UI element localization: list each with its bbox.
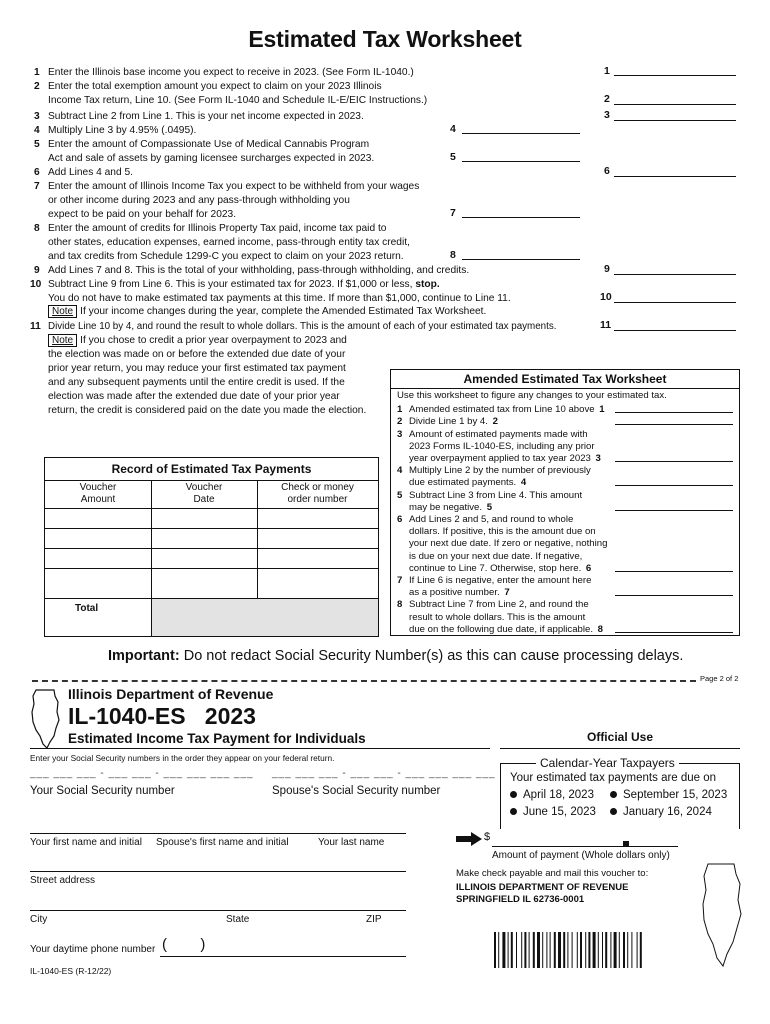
amended-line-num: 8 bbox=[595, 623, 604, 635]
street-label: Street address bbox=[30, 875, 96, 886]
ssn-hint: Enter your Social Security numbers in the order they appear on your federal return. bbox=[30, 753, 335, 763]
barcode-bar bbox=[572, 932, 573, 968]
barcode-bar bbox=[588, 932, 590, 968]
dollar-sign: $ bbox=[484, 831, 491, 843]
important-label: Important: bbox=[108, 648, 180, 664]
line-6-input[interactable] bbox=[614, 176, 736, 177]
form-code: IL-1040-ES (R-12/22) bbox=[30, 966, 112, 976]
form-year: 2023 bbox=[204, 703, 256, 729]
line-text: Act and sale of assets by gaming licensee surcharges expected in 2023. bbox=[48, 153, 375, 164]
amended-line-num: 1 bbox=[596, 404, 605, 416]
note-text: the election was made on or before the extended due date of your bbox=[48, 349, 346, 360]
barcode-bar bbox=[498, 932, 499, 968]
col-header: Check or money bbox=[281, 482, 354, 493]
note-text: return, the credit is considered paid on the date you made the election. bbox=[48, 405, 367, 416]
due-date-text: January 16, 2024 bbox=[623, 806, 712, 818]
amended-item-num: 8 bbox=[397, 599, 403, 611]
note-text: and any subsequent payments until the entire credit is used. If the bbox=[48, 377, 345, 388]
barcode-bar bbox=[537, 932, 540, 968]
barcode-bar bbox=[640, 932, 642, 968]
amended-line-num: 4 bbox=[518, 477, 527, 489]
barcode-bar bbox=[508, 932, 509, 968]
amended-item bbox=[397, 514, 735, 575]
amended-item-text: may be negative. 5 bbox=[409, 502, 735, 514]
note-text: If you chose to credit a prior year overpayment to 2023 and bbox=[80, 335, 347, 346]
arrow-right-icon bbox=[456, 832, 482, 846]
due-date-3 bbox=[610, 789, 727, 801]
amended-line-input[interactable] bbox=[615, 502, 733, 511]
mail-to-text: Make check payable and mail this voucher to: bbox=[456, 868, 649, 879]
amended-item bbox=[397, 416, 735, 428]
line-text: Add Lines 4 and 5. bbox=[48, 167, 133, 178]
mail-address-2: SPRINGFIELD IL 62736-0001 bbox=[456, 894, 585, 905]
amended-item-num: 3 bbox=[397, 428, 403, 440]
col-voucher-date bbox=[151, 482, 257, 506]
amended-item-text: Add Lines 2 and 5, and round to whole bbox=[409, 514, 574, 526]
amended-worksheet bbox=[390, 369, 740, 636]
barcode-bar bbox=[502, 932, 505, 968]
line-9-num: 9 bbox=[604, 263, 610, 275]
amended-line-input[interactable] bbox=[615, 624, 733, 633]
phone-input[interactable] bbox=[160, 956, 406, 957]
amended-item-num: 4 bbox=[397, 465, 403, 477]
barcode-bar bbox=[524, 932, 526, 968]
spouse-name-label: Spouse's first name and initial bbox=[156, 837, 289, 848]
amended-line-num: 5 bbox=[484, 501, 493, 513]
important-notice bbox=[108, 648, 683, 664]
line-8-input[interactable] bbox=[462, 259, 580, 260]
line-text: Divide Line 10 by 4, and round the result to whole dollars. This is the amount of each of your estimated tax payments. bbox=[48, 321, 557, 332]
line-text: Subtract Line 2 from Line 1. This is your net income expected in 2023. bbox=[48, 111, 364, 122]
line-num: 1 bbox=[34, 67, 40, 78]
barcode-bar bbox=[593, 932, 596, 968]
amended-item-num: 1 bbox=[397, 404, 403, 416]
note-line bbox=[48, 305, 486, 319]
due-date-text: June 15, 2023 bbox=[523, 806, 596, 818]
col-header: Date bbox=[193, 494, 215, 505]
line-8-num: 8 bbox=[450, 249, 456, 261]
col-header: Voucher bbox=[185, 482, 223, 493]
amended-title: Amended Estimated Tax Worksheet bbox=[391, 370, 739, 389]
bullet-icon bbox=[610, 808, 617, 815]
note-label: Note bbox=[48, 334, 77, 347]
line-num: 7 bbox=[34, 181, 40, 192]
line-num: 11 bbox=[30, 321, 41, 332]
line-3-num: 3 bbox=[604, 109, 610, 121]
amended-line-input[interactable] bbox=[615, 404, 733, 413]
amended-line-input[interactable] bbox=[615, 416, 733, 425]
line-1-input[interactable] bbox=[614, 75, 736, 76]
note-text: If your income changes during the year, complete the Amended Estimated Tax Worksheet. bbox=[80, 306, 487, 317]
line-2-num: 2 bbox=[604, 93, 610, 105]
col-header: Amount bbox=[80, 494, 116, 505]
line-num: 8 bbox=[34, 223, 40, 234]
amended-item-text: your next due date. If zero or negative, nothing bbox=[409, 538, 608, 550]
total-label: Total bbox=[75, 603, 99, 614]
line-text: Income Tax return, Line 10. (See Form IL-1040 and Schedule IL-E/EIC Instructions.) bbox=[48, 95, 428, 106]
state-label: State bbox=[226, 914, 250, 925]
amended-item-num: 5 bbox=[397, 489, 403, 501]
phone-parens: ( ) bbox=[162, 936, 206, 953]
barcode-bar bbox=[563, 932, 565, 968]
barcode-bar bbox=[637, 932, 638, 968]
mail-address-1: ILLINOIS DEPARTMENT OF REVENUE bbox=[456, 882, 629, 893]
amended-item-text: is due on your next due date. If negative, bbox=[409, 550, 583, 562]
amended-item-text: Subtract Line 3 from Line 4. This amount bbox=[409, 489, 583, 501]
amended-item-text: continue to Line 7. Otherwise, stop here. 6 bbox=[409, 563, 735, 575]
amended-item bbox=[397, 404, 735, 416]
amended-item-text: Amended estimated tax from Line 10 above 1 bbox=[409, 404, 735, 416]
due-date-2 bbox=[510, 806, 596, 818]
col-voucher-amount bbox=[45, 482, 151, 506]
amended-item-text: due on the following due date, if applicable. 8 bbox=[409, 624, 735, 636]
due-date-text: September 15, 2023 bbox=[623, 789, 728, 801]
zip-label: ZIP bbox=[366, 914, 382, 925]
amended-item-text: result to whole dollars. This is the amount bbox=[409, 611, 586, 623]
note-label: Note bbox=[48, 305, 77, 318]
line-10-text: Subtract Line 9 from Line 6. This is your estimated tax for 2023. If $1,000 or less, bbox=[48, 279, 413, 290]
barcode-bar bbox=[550, 932, 551, 968]
amended-item-text: as a positive number. 7 bbox=[409, 587, 735, 599]
amended-item-num: 2 bbox=[397, 416, 403, 428]
line-6-num: 6 bbox=[604, 165, 610, 177]
barcode-bar bbox=[623, 932, 625, 968]
bullet-icon bbox=[610, 791, 617, 798]
col-header: order number bbox=[287, 494, 348, 505]
line-text: Multiply Line 3 by 4.95% (.0495). bbox=[48, 125, 197, 136]
line-10-input[interactable] bbox=[614, 302, 736, 303]
amended-item-text: If Line 6 is negative, enter the amount here bbox=[409, 575, 592, 587]
due-date-4 bbox=[610, 806, 712, 818]
line-text: Enter the amount of credits for Illinois Property Tax paid, income tax paid to bbox=[48, 223, 387, 234]
bullet-icon bbox=[510, 808, 517, 815]
ssn-label: Your Social Security number bbox=[30, 785, 175, 797]
barcode-bar bbox=[627, 932, 628, 968]
barcode-bar bbox=[614, 932, 617, 968]
stop-word: stop. bbox=[415, 279, 440, 290]
amount-label: Amount of payment (Whole dollars only) bbox=[492, 850, 670, 861]
barcode-bar bbox=[558, 932, 561, 968]
cut-line bbox=[32, 680, 696, 682]
form-number: IL-1040-ES bbox=[68, 703, 186, 729]
calendar-due-text: Your estimated tax payments are due on bbox=[510, 772, 717, 784]
amended-item bbox=[397, 465, 735, 489]
amended-line-input[interactable] bbox=[615, 563, 733, 572]
line-10-num: 10 bbox=[600, 291, 612, 303]
illinois-map-icon bbox=[700, 860, 746, 970]
barcode-bar bbox=[554, 932, 556, 968]
phone-label: Your daytime phone number bbox=[30, 944, 156, 955]
barcode-bar bbox=[529, 932, 530, 968]
line-num: 2 bbox=[34, 81, 40, 92]
amended-line-input[interactable] bbox=[615, 453, 733, 462]
amended-line-input[interactable] bbox=[615, 477, 733, 486]
amended-item bbox=[397, 599, 735, 636]
total-gray-area bbox=[152, 599, 378, 636]
barcode-bar bbox=[602, 932, 603, 968]
barcode-bar bbox=[585, 932, 586, 968]
note-line bbox=[48, 334, 347, 348]
amended-line-num: 3 bbox=[592, 453, 601, 465]
voucher-subtitle: Estimated Income Tax Payment for Individuals bbox=[68, 731, 366, 746]
barcode-bar bbox=[511, 932, 513, 968]
amended-intro: Use this worksheet to figure any changes to your estimated tax. bbox=[397, 390, 667, 401]
amended-item bbox=[397, 490, 735, 514]
street-rule bbox=[30, 871, 406, 872]
amended-item-num: 7 bbox=[397, 575, 403, 587]
worksheet-title: Estimated Tax Worksheet bbox=[248, 26, 522, 52]
line-text: and tax credits from Schedule 1299-C you expect to claim on your 2023 return. bbox=[48, 251, 404, 262]
line-num: 10 bbox=[30, 279, 42, 290]
spouse-ssn-input[interactable]: ___ ___ ___ - ___ ___ - ___ ___ ___ ___ bbox=[272, 768, 496, 779]
due-date-1 bbox=[510, 789, 594, 801]
record-table bbox=[44, 457, 379, 637]
page-number: Page 2 of 2 bbox=[700, 674, 739, 683]
official-use-label: Official Use bbox=[586, 730, 654, 744]
barcode-bar bbox=[494, 932, 496, 968]
amended-line-num: 2 bbox=[489, 416, 498, 428]
city-rule bbox=[30, 910, 406, 911]
line-num: 5 bbox=[34, 139, 40, 150]
name-rule bbox=[30, 833, 406, 834]
decimal-mark bbox=[623, 841, 629, 847]
line-num: 4 bbox=[34, 125, 40, 136]
barcode-bar bbox=[580, 932, 582, 968]
note-text: prior year return, you may reduce your first estimated tax payment bbox=[48, 363, 346, 374]
amended-body bbox=[397, 390, 735, 636]
barcode-bar bbox=[567, 932, 568, 968]
amended-item-text: year overpayment applied to tax year 2023 3 bbox=[409, 453, 735, 465]
line-text: You do not have to make estimated tax payments at this time. If more than $1,000, continue to Line 11. bbox=[48, 293, 511, 304]
col-header: Voucher bbox=[79, 482, 117, 493]
barcode-bar bbox=[598, 932, 599, 968]
ssn-input[interactable]: ___ ___ ___ - ___ ___ - ___ ___ ___ ___ bbox=[30, 768, 254, 779]
line-text bbox=[48, 278, 440, 292]
amended-item-text: Multiply Line 2 by the number of previously bbox=[409, 465, 591, 477]
row-divider bbox=[45, 528, 378, 529]
amended-line-num: 7 bbox=[501, 587, 510, 599]
dept-name: Illinois Department of Revenue bbox=[68, 686, 274, 702]
barcode-bar bbox=[619, 932, 620, 968]
note-text: election was made after the extended due date of your prior year bbox=[48, 391, 340, 402]
line-text: Enter the amount of Illinois Income Tax you expect to be withheld from your wages bbox=[48, 181, 420, 192]
line-4-input[interactable] bbox=[462, 133, 580, 134]
barcode-bar bbox=[546, 932, 547, 968]
last-name-label: Your last name bbox=[318, 837, 385, 848]
line-5-num: 5 bbox=[450, 151, 456, 163]
line-num: 6 bbox=[34, 167, 40, 178]
calendar-title: Calendar-Year Taxpayers bbox=[536, 756, 679, 770]
line-11-num: 11 bbox=[600, 319, 612, 331]
line-text: Enter the amount of Compassionate Use of Medical Cannabis Program bbox=[48, 139, 370, 150]
first-name-label: Your first name and initial bbox=[30, 837, 142, 848]
amended-item-text: 2023 Forms IL-1040-ES, including any prior bbox=[409, 440, 595, 452]
important-text: Do not redact Social Security Number(s) as this can cause processing delays. bbox=[183, 648, 684, 664]
line-text: Add Lines 7 and 8. This is the total of your withholding, pass-through withholding, and credits. bbox=[48, 265, 470, 276]
amended-line-num: 6 bbox=[583, 562, 592, 574]
line-text: other states, education expenses, earned income, pass-through entity tax credit, bbox=[48, 237, 410, 248]
col-check-number bbox=[257, 482, 378, 506]
amended-line-input[interactable] bbox=[615, 587, 733, 596]
bullet-icon bbox=[510, 791, 517, 798]
amended-item-text: dollars. If positive, this is the amount due on bbox=[409, 526, 596, 538]
line-11-input[interactable] bbox=[614, 330, 736, 331]
line-text: expect to be paid on your behalf for 2023. bbox=[48, 209, 237, 220]
amended-item-text: Amount of estimated payments made with bbox=[409, 428, 588, 440]
amended-item-num: 6 bbox=[397, 514, 403, 526]
due-date-text: April 18, 2023 bbox=[523, 789, 594, 801]
line-7-input[interactable] bbox=[462, 217, 580, 218]
row-divider bbox=[45, 548, 378, 549]
line-5-input[interactable] bbox=[462, 161, 580, 162]
line-num: 3 bbox=[34, 111, 40, 122]
barcode-bar bbox=[533, 932, 535, 968]
line-text: or other income during 2023 and any pass-through withholding you bbox=[48, 195, 350, 206]
barcode-bar bbox=[577, 932, 578, 968]
row-divider bbox=[45, 568, 378, 569]
barcode-bar bbox=[610, 932, 611, 968]
line-3-input[interactable] bbox=[614, 120, 736, 121]
amended-item bbox=[397, 429, 735, 466]
amended-item bbox=[397, 575, 735, 599]
line-4-num: 4 bbox=[450, 123, 456, 135]
amended-item-text: due estimated payments. 4 bbox=[409, 477, 735, 489]
amount-input[interactable] bbox=[492, 846, 678, 847]
spouse-ssn-label: Spouse's Social Security number bbox=[272, 785, 441, 797]
line-num: 9 bbox=[34, 265, 40, 276]
line-7-num: 7 bbox=[450, 207, 456, 219]
record-title: Record of Estimated Tax Payments bbox=[45, 458, 378, 481]
illinois-map-icon bbox=[30, 688, 62, 750]
form-title bbox=[68, 703, 256, 730]
barcode-bar bbox=[521, 932, 522, 968]
subtitle-rule bbox=[30, 748, 490, 749]
city-label: City bbox=[30, 914, 48, 925]
line-text: Enter the Illinois base income you expect to receive in 2023. (See Form IL-1040.) bbox=[48, 67, 414, 78]
barcode-bar bbox=[542, 932, 543, 968]
line-1-num: 1 bbox=[604, 65, 610, 77]
amended-item-text: Subtract Line 7 from Line 2, and round the bbox=[409, 599, 589, 611]
barcode-bar bbox=[605, 932, 607, 968]
row-divider bbox=[45, 508, 378, 509]
barcode-bar bbox=[631, 932, 632, 968]
line-text: Enter the total exemption amount you expect to claim on your 2023 Illinois bbox=[48, 81, 382, 92]
amended-item-text: Divide Line 1 by 4. 2 bbox=[409, 416, 735, 428]
line-2-input[interactable] bbox=[614, 104, 736, 105]
barcode-bar bbox=[516, 932, 517, 968]
line-9-input[interactable] bbox=[614, 274, 736, 275]
barcode bbox=[494, 932, 680, 968]
official-rule bbox=[500, 748, 740, 749]
